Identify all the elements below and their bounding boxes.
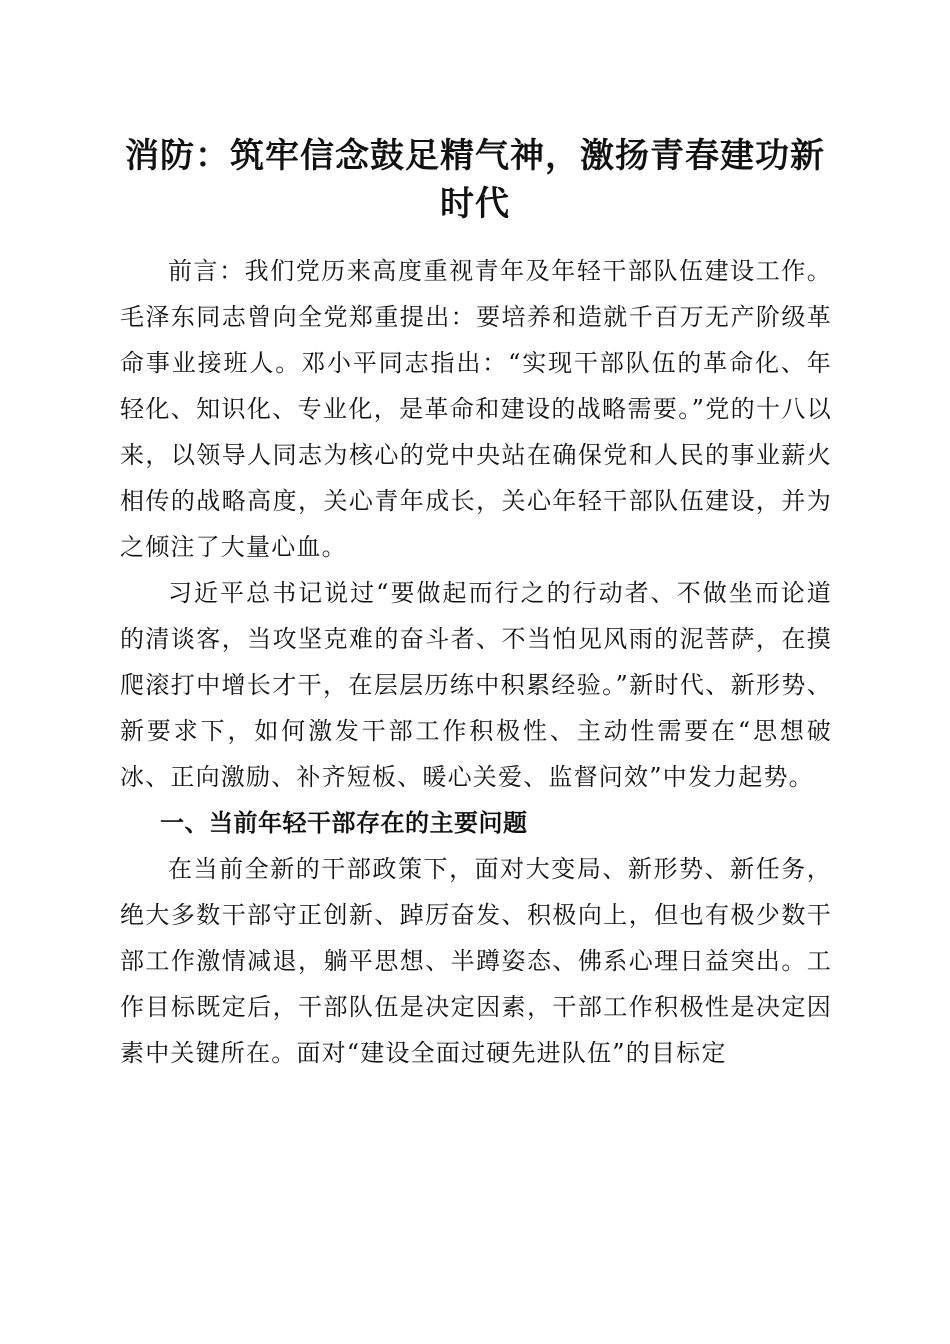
intro-paragraph: 前言：我们党历来高度重视青年及年轻干部队伍建设工作。毛泽东同志曾向全党郑重提出：要培养和造就千百万无产阶级革命事业接班人。邓小平同志指出：“实现干部队伍的革命化、年轻化、知识化、专业化，是革命和建设的战略需要。”党的十八以来，以领导人同志为核心的党中央站在确保党和人民的事业薪火相传的战略高度，关心青年成长，关心年轻干部队伍建设，并为之倾注了大量心血。: [120, 257, 832, 561]
quote-paragraph: 习近平总书记说过“要做起而行之的行动者、不做坐而论道的清谈客，当攻坚克难的奋斗者、不当怕见风雨的泥菩萨，在摸爬滚打中增长才干，在层层历练中积累经验。”新时代、新形势、新要求下，如何激发干部工作积极性、主动性需要在“思想破冰、正向激励、补齐短板、暖心关爱、监督问效”中发力起势。: [120, 579, 832, 791]
document-body: [120, 248, 832, 1076]
document-title: 消防：筑牢信念鼓足精气神，激扬青春建功新时代: [125, 136, 825, 224]
section-heading: 一、当前年轻干部存在的主要问题: [160, 809, 528, 837]
section-paragraph: 在当前全新的干部政策下，面对大变局、新形势、新任务，绝大多数干部守正创新、踔厉奋发、积极向上，但也有极少数干部工作激情减退，躺平思想、半蹲姿态、佛系心理日益突出。工作目标既定后，干部队伍是决定因素，干部工作积极性是决定因素中关键所在。面对“建设全面过硬先进队伍”的目标定: [120, 855, 832, 1067]
